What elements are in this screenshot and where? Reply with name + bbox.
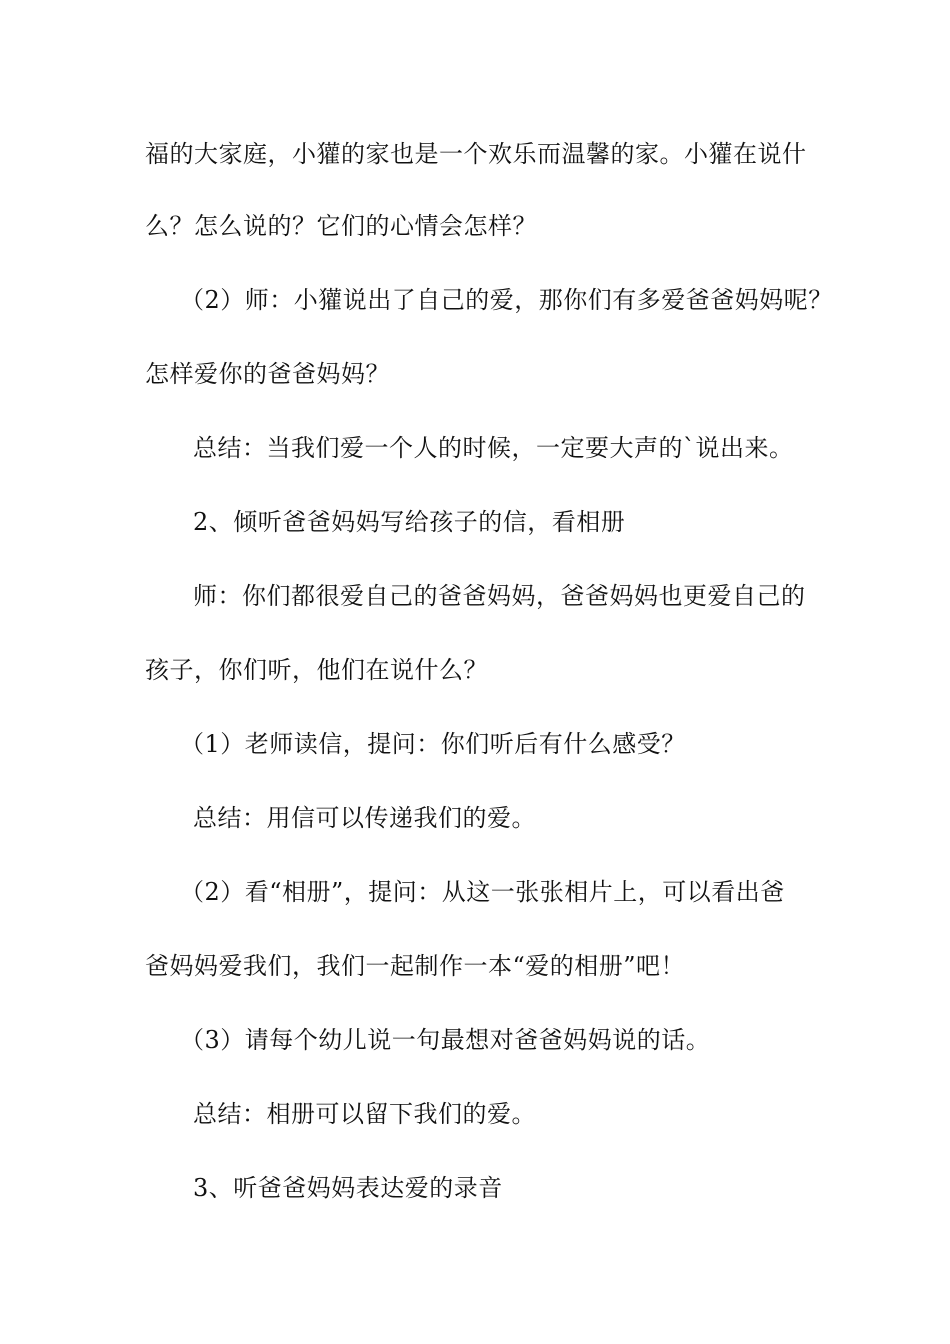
paragraph-line: （1）老师读信，提问：你们听后有什么感受？ — [180, 730, 686, 758]
paragraph-line: （2）看“相册”，提问：从这一张张相片上，可以看出爸 — [180, 878, 785, 906]
paragraph-line: （2）师：小獾说出了自己的爱，那你们有多爱爸爸妈妈呢？ — [180, 286, 833, 314]
section-heading: 3、听爸爸妈妈表达爱的录音 — [193, 1174, 503, 1202]
paragraph-line: 师：你们都很爱自己的爸爸妈妈，爸爸妈妈也更爱自己的 — [193, 582, 806, 610]
paragraph-line: 怎样爱你的爸爸妈妈？ — [145, 360, 390, 388]
paragraph-line: 总结：当我们爱一个人的时候，一定要大声的`说出来。 — [193, 434, 794, 462]
paragraph-line: 爸妈妈爱我们，我们一起制作一本“爱的相册”吧！ — [145, 952, 686, 980]
paragraph-line: （3）请每个幼儿说一句最想对爸爸妈妈说的话。 — [180, 1026, 711, 1054]
paragraph-line: 孩子，你们听，他们在说什么？ — [145, 656, 488, 684]
section-heading: 2、倾听爸爸妈妈写给孩子的信，看相册 — [193, 508, 626, 536]
paragraph-line: 总结：相册可以留下我们的爱。 — [193, 1100, 536, 1128]
paragraph-line: 么？怎么说的？它们的心情会怎样？ — [145, 212, 537, 240]
paragraph-line: 福的大家庭，小獾的家也是一个欢乐而温馨的家。小獾在说什 — [145, 140, 807, 168]
paragraph-line: 总结：用信可以传递我们的爱。 — [193, 804, 536, 832]
